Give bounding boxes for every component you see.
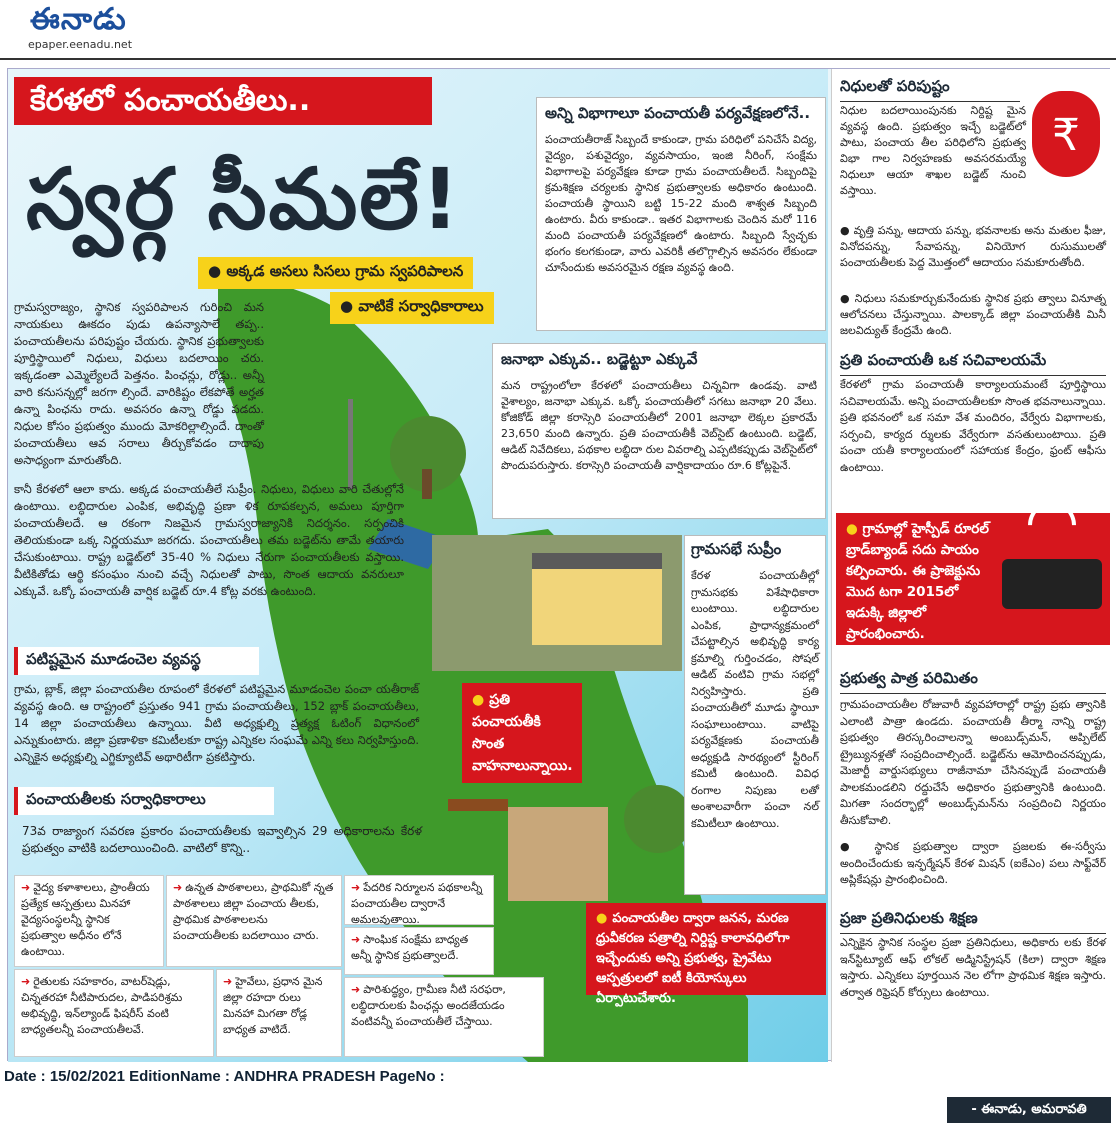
power-item: ➜ పేదరిక నిర్మూలన పథకాలన్నీ పంచాయతీల ద్వారానే అమలవుతాయి. (344, 875, 494, 925)
power-item-text: రైతులకు సహకారం, వాటర్‌షెడ్లు, చిన్నతరహా నీటిపారుదల, పాడిపరిశ్రమ అభివృద్ధి, ఇన్‌ల్యాండ్ ఫిషరీస్ వంటి బాధ్యతలన్నీ పంచాయతీలవే. (21, 975, 183, 1036)
money-bag-rupee-icon: ₹ (1032, 91, 1100, 177)
epaper-url[interactable]: epaper.eenadu.net (28, 38, 133, 51)
subhead-1-text: అక్కడ అసలు సిసలు గ్రామ స్వపరిపాలన (226, 262, 464, 280)
power-item-text: సాంఘిక సంక్షేమ బాధ్యత అన్నీ స్థానిక ప్రభుత్వాలదే. (351, 933, 469, 962)
eenadu-logo[interactable]: ఈనాడు (30, 2, 127, 37)
box-population-title: జనాభా ఎక్కువ.. బడ్జెట్టూ ఎక్కువే (501, 350, 698, 368)
power-item: ➜ ఉన్నత పాఠశాలలు, ప్రాథమికో న్నత పాఠశాలలు జిల్లా పంచాయ తీలకు, ప్రాథమిక పాఠశాలలను పంచాయతీలకు బదలాయిం చారు. (166, 875, 342, 967)
router-icon (1002, 559, 1102, 609)
section-heading-powers: పంచాయతీలకు సర్వాధికారాలు (14, 787, 274, 815)
tree-trunk (422, 469, 432, 499)
funds-text-1: నిధుల బదలాయింపునకు నిర్దిష్ట మైన వ్యవస్థ ఉంది. ప్రభుత్వం ఇచ్చే బడ్జెట్‌లో పాటు, పంచాయ తీల పరిధిలోని ప్రభుత్వ విభా గాల నిర్వహణకు అవసరమయ్యే నిధులూ ఆయా శాఖల బడ్జెట్ నుంచి వస్తాయి. (840, 104, 1026, 197)
subhead-2: ● వాటికే సర్వాధికారాలు (330, 292, 494, 324)
box-population (492, 343, 826, 519)
vehicles-callout: ● ప్రతి పంచాయతీకి సొంత వాహనాలున్నాయి. (462, 683, 582, 783)
building-shape (532, 565, 662, 645)
roof-shape (532, 553, 662, 569)
power-pole-icon (348, 399, 353, 489)
funds-text-2: ● వృత్తి పన్ను, ఆదాయ పన్ను, భవనాలకు అను మతుల ఫీజు, వినోదపన్ను, సేవాపన్ను, వినియోగ రుసుములతో పంచాయతీలకు పెద్ద మొత్తంలో ఆదాయం సమకూరుతోంది. (840, 224, 1106, 269)
power-item: ➜ హైవేలు, ప్రధాన మైన జిల్లా రహదా రులు మినహా మిగతా రోడ్ల బాధ్యత వాటిదే. (216, 969, 342, 1057)
power-item-text: వైద్య కళాశాలలు, ప్రాంతీయ ప్రత్యేక ఆస్పత్రులు మినహా వైద్యసంస్థలన్నీ స్థానిక ప్రభుత్వాల అధీనం లోనే ఉంటాయి. (21, 881, 150, 958)
box-supervision-text: పంచాయతీరాజ్ సిబ్బందే కాకుండా, గ్రామ పరిధిలో పనిచేసే విద్య, వైద్యం, పశువైద్యం, వ్యవసాయం, ఇంజి నీరింగ్, సంక్షేమ విభాగాలపై పర్యవేక్షణ కూడా గ్రామ పంచాయతీలదే. సిబ్బందిపై క్రమశిక్షణ చర్యలకు స్థానిక ప్రభుత్వాలకు అధికారం ఉంటుంది. పంచాయతీ స్థాయిని బట్టి 15-22 మంది శాశ్వత సిబ్బంది ఉంటారు. వీరు కాకుండా.. ఇతర విభాగాలకు చెందిన మరో 116 మంది పంచాయతీ పర్యవేక్షణలో ఉంటారు. సిబ్బంది స్వేచ్ఛకు భంగం కలగకుండా, వారు ఎవరికీ తలొగ్గాల్సిన అవసరం లేకుండా చూసేందుకు అవసరమైన రక్షణ వ్యవస్థ ఉంది. (545, 133, 817, 274)
panchayat-office-photo (432, 535, 682, 671)
secretariat-text: కేరళలో గ్రామ పంచాయతీ కార్యాలయమంటే పూర్తిస్థాయి సచివాలయమే. అన్ని పంచాయతీలకూ సొంత భవనాలున్నాయి. ప్రతి భవనంలో ఒక సమా వేశ మందిరం, వేర్వేరు విభాగాలకు, సర్పంచి, కార్యద ర్శులకు వేర్వేరుగా వసతులుంటాయి. ప్రతి పంచా యతీ కార్యాలయంలో సహాయక కేంద్రం, ఫ్రంట్ ఆఫీసు ఉంటాయి. (840, 378, 1106, 474)
broadband-callout: ● గ్రామాల్లో హైస్పీడ్ రూరల్ బ్రాడ్‌బ్యాండ్ సదు పాయం కల్పించారు. ఈ ప్రాజెక్టును మొద టగా 2015లో ఇడుక్కి జిల్లాలో ప్రారంభించారు. (836, 513, 1110, 645)
power-item-text: ఉన్నత పాఠశాలలు, ప్రాథమికో న్నత పాఠశాలలు జిల్లా పంచాయ తీలకు, ప్రాథమిక పాఠశాలలను పంచాయతీలకు బదలాయిం చారు. (173, 881, 334, 942)
tree-icon (624, 785, 692, 853)
govt-role-heading: ప్రభుత్వ పాత్ర పరిమితం (840, 669, 1106, 694)
funds-heading: నిధులతో పరిపుష్టం (840, 77, 1020, 102)
masthead (0, 0, 1116, 60)
body-paragraph-2: కానీ కేరళలో ఆలా కాదు. అక్కడ పంచాయతీలే సుప్రీం. నిధులు, విధులు వారి చేతుల్లోనే ఉంటాయి. లబ్ధిదారుల ఎంపిక, అభివృద్ధి ప్రణా ళిక రూపకల్పన, అమలు పూర్తిగా పంచాయతీలదే. ఆ రకంగా నిజమైన గ్రామస్వరాజ్యానికి నిదర్శనం. సర్పంచికి తెలియకుండా ఒక్క నిర్ణయమూ జరగదు. పంచాయతీలు తమ బడ్జెట్‌ను తామే తయారు చేసుకుంటాయి. రాష్ట్ర బడ్జెట్‌లో 35-40 % నిధులు నేరుగా పంచాయతీలకు వస్తాయి. వీటికితోడు ఆర్థి కసంఘం నుంచి వచ్చే నిధులతో పాటు, సొంత ఆదాయ వనరులూ ఎక్కువే. ఒక్కో పంచాయతీ వార్షిక బడ్జెట్ రూ.4 కోట్ల వరకు ఉంటుంది. (14, 482, 404, 598)
power-item-text: హైవేలు, ప్రధాన మైన జిల్లా రహదా రులు మినహా మిగతా రోడ్ల బాధ్యత వాటిదే. (223, 975, 323, 1036)
power-item-text: పేదరిక నిర్మూలన పథకాలన్నీ పంచాయతీల ద్వారానే అమలవుతాయి. (351, 881, 483, 926)
box-supervision (536, 97, 826, 331)
subhead-1: ● అక్కడ అసలు సిసలు గ్రామ స్వపరిపాలన (198, 257, 473, 289)
houseboat-icon (448, 799, 508, 811)
section-heading-three-tier: పటిష్టమైన మూడంచెల వ్యవస్థ (14, 647, 259, 675)
footer-edition-line: Date : 15/02/2021 EditionName : ANDHRA PRADESH PageNo : (4, 1068, 445, 1085)
subhead-2-text: వాటికే సర్వాధికారాలు (358, 297, 484, 315)
power-item: ➜ రైతులకు సహకారం, వాటర్‌షెడ్లు, చిన్నతరహా నీటిపారుదల, పాడిపరిశ్రమ అభివృద్ధి, ఇన్‌ల్యాండ్ ఫిషరీస్ వంటి బాధ్యతలన్నీ పంచాయతీలవే. (14, 969, 214, 1057)
govt-role-text-2: ● స్థానిక ప్రభుత్వాల ద్వారా ప్రజలకు ఈ-సర్వీసు అందించేందుకు ఇన్ఫర్మేషన్ కేరళ మిషన్ (ఐకేఎం) పలు సాఫ్ట్‌వేర్ అప్లికేషన్లు ప్రారంభించింది. (840, 840, 1106, 886)
masthead-divider (0, 58, 1116, 60)
intro-paragraph: గ్రామస్వరాజ్యం, స్థానిక స్వపరిపాలన గురించి మన నాయకులు ఊకదం పుడు ఉపన్యాసాలే తప్ప.. పంచాయతీలను పరిపుష్టం చేయరు. స్థానిక ప్రభుత్వాలకు పూర్తిస్థాయిలో నిధులు, విధులు బదలాయిం చరు. ఇక్కడంతా ఎమ్మెల్యేలదే పెత్తనం. పింఛన్లు, రోడ్లు.. అన్నీ వారి కనుసన్నల్లో జరగా ల్సిందే. వారికిష్టం లేకపోతే అర్హత ఉన్నా పింఛను రాదు. అవసరం ఉన్నా రోడ్డు పడదు. నిధుల కోసం ప్రభుత్వం ముందు మోకరిల్లాల్సిందే. దాంతో పంచాయతీలు ఆవ సరాలు తీర్చుకోవడం దాదాపు అసాధ్యంగా మారుతోంది. (14, 300, 264, 467)
box-gramasabha (684, 535, 826, 895)
box-gramasabha-text: కేరళ పంచాయతీల్లో గ్రామసభకు విశేషాధికారా లుంటాయి. లబ్ధిదారుల ఎంపిక, ప్రాధాన్యక్రమంలో చేపట్టాల్సిన అభివృద్ధి కార్య క్రమాల్ని గుర్తించడం, సోషల్ ఆడిట్ వంటివి గ్రామ సభల్లో నిర్వహిస్తారు. ప్రతి పంచాయతీలో మూడు స్థాయీ సంఘాలుంటాయి. వాటిపై పర్యవేక్షణకు పంచాయతీ అధ్యక్షుడి సారథ్యంలో స్టీరింగ్ కమిటీ ఉంటుంది. వివిధ రంగాల నిపుణు లతో అంశాలవారీగా పంచా నల్ కమిటీలూ ఉంటాయి. (691, 569, 819, 830)
right-sidebar (831, 69, 1112, 1062)
funds-text-3: ● నిధులు సమకూర్చుకునేందుకు స్థానిక ప్రభు త్వాలు వినూత్న ఆలోచనలు చేస్తున్నాయి. పాలక్కాడ్ జిల్లా పంచాయతీకి మినీ జలవిద్యుత్ కేంద్రమే ఉంది. (840, 292, 1106, 337)
power-item: ➜ వైద్య కళాశాలలు, ప్రాంతీయ ప్రత్యేక ఆస్పత్రులు మినహా వైద్యసంస్థలన్నీ స్థానిక ప్రభుత్వాల అధీనం లోనే ఉంటాయి. (14, 875, 164, 967)
kicker-banner: కేరళలో పంచాయతీలు.. (14, 77, 432, 125)
powers-intro: 73వ రాజ్యాంగ సవరణ ప్రకారం పంచాయతీలకు ఇవ్వాల్సిన 29 అధికారాలను కేరళ ప్రభుత్వం వాటికి బదలాయించింది. వాటిలో కొన్ని.. (22, 824, 422, 855)
headline: స్వర్గ సీమలే! (26, 150, 462, 248)
secretariat-heading: ప్రతి పంచాయతీ ఒక సచివాలయమే (840, 351, 1106, 376)
box-gramasabha-title: గ్రామసభే సుప్రీం (691, 540, 782, 558)
three-tier-paragraph: గ్రామ, బ్లాక్, జిల్లా పంచాయతీల రూపంలో కేరళలో పటిష్టమైన మూడంచెల పంచా యతీరాజ్ వ్యవస్థ ఉంది. ఆ రాష్ట్రంలో ప్రస్తుతం 941 గ్రామ పంచాయతీలు, 152 బ్లాక్ పంచాయతీలు, 14 జిల్లా పంచాయతీలు ఉన్నాయి. వీటి అధ్యక్షుల్ని ప్రత్యక్ష ఓటింగ్ విధానంలో ఎన్నుకుంటారు. జిల్లా ప్రణాళికా కమిటీలకూ రాష్ట్ర ఎన్నికల సంఘమే ఎన్ని కలు నిర్వహిస్తుంది. ఎన్నికైన అధ్యక్షుల్ని ఎగ్జిక్యూటివ్ అథారిటీగా ప్రకటిస్తారు. (14, 682, 419, 764)
funds-text-3-body: నిధులు సమకూర్చుకునేందుకు స్థానిక ప్రభు త్వాలు వినూత్న ఆలోచనలు చేస్తున్నాయి. పాలక్కాడ్ జిల్లా పంచాయతీకి మినీ జలవిద్యుత్ కేంద్రమే ఉంది. (840, 292, 1106, 337)
box-supervision-title: అన్ని విభాగాలూ పంచాయతీ పర్యవేక్షణలోనే.. (545, 104, 811, 122)
certificates-callout: ● పంచాయతీల ద్వారా జనన, మరణ ధ్రువీకరణ పత్రాల్ని నిర్దిష్ట కాలావధిలోగా ఇచ్చేందుకు అన్ని ప్రభుత్వ, ప్రైవేటు ఆస్పత్రులలో ఐటీ కియోస్కులు ఏర్పాటుచేశారు. (586, 903, 826, 995)
training-text: ఎన్నికైన స్థానిక సంస్థల ప్రజా ప్రతినిధులు, అధికారు లకు కేరళ ఇన్‌స్టిట్యూట్ ఆఫ్ లోకల్ అడ్మినిస్ట్రేషన్ (కిలా) ద్వారా శిక్షణ ఇస్తారు. ఎన్నికలు పూర్తయిన నెల లోగా ప్రాథమిక శిక్షణ ఇస్తారు. తర్వాత రిఫ్రెషర్ కోర్సులు ఉంటాయి. (840, 936, 1106, 999)
power-item: ➜ పారిశుద్ధ్యం, గ్రామీణ నీటి సరఫరా, లబ్ధిదారులకు పింఛన్లు అందజేయడం వంటివన్నీ పంచాయతీలే చేస్తాయి. (344, 977, 544, 1057)
funds-text-2-body: వృత్తి పన్ను, ఆదాయ పన్ను, భవనాలకు అను మతుల ఫీజు, వినోదపన్ను, సేవాపన్ను, వినియోగ రుసుములతో పంచాయతీలకు పెద్ద మొత్తంలో ఆదాయం సమకూరుతోంది. (840, 224, 1106, 269)
credit-byline: - ఈనాడు, అమరావతి (947, 1097, 1111, 1123)
training-heading: ప్రజా ప్రతినిధులకు శిక్షణ (840, 909, 1106, 934)
broadband-text: గ్రామాల్లో హైస్పీడ్ రూరల్ బ్రాడ్‌బ్యాండ్ సదు పాయం కల్పించారు. ఈ ప్రాజెక్టును మొద టగా 2015లో ఇడుక్కి జిల్లాలో ప్రారంభించారు. (846, 521, 989, 642)
box-population-text: మన రాష్ట్రంలోలా కేరళలో పంచాయతీలు చిన్నవిగా ఉండవు. వాటి వైశాల్యం, జనాభా ఎక్కువ. ఒక్కో పంచాయతీలో సగటు జనాభా 20 వేలు. కోజికోడ్ జిల్లా కరాస్సెరి పంచాయతీలో 2001 జనాభా లెక్కల ప్రకారమే 23,650 మంది ఉన్నారు. ప్రతి పంచాయతీకీ వెబ్‌సైట్ ఉంటుంది. బడ్జెట్, ఆడిట్ నివేదికలు, పథకాల లబ్ధిదా రుల వివరాల్ని ఎప్పటికప్పుడు వెబ్‌సైట్‌లో పొందుపరుస్తారు. కరాస్సెరి పంచాయతీ వార్షికాదాయం రూ.6 కోట్లపైనే. (501, 379, 817, 472)
power-item: ➜ సాంఘిక సంక్షేమ బాధ్యత అన్నీ స్థానిక ప్రభుత్వాలదే. (344, 927, 494, 975)
govt-role-text-2-body: స్థానిక ప్రభుత్వాల ద్వారా ప్రజలకు ఈ-సర్వీసు అందించేందుకు ఇన్ఫర్మేషన్ కేరళ మిషన్ (ఐకేఎం) పలు సాఫ్ట్‌వేర్ అప్లికేషన్లు ప్రారంభించింది. (840, 840, 1106, 886)
power-item-text: పారిశుద్ధ్యం, గ్రామీణ నీటి సరఫరా, లబ్ధిదారులకు పింఛన్లు అందజేయడం వంటివన్నీ పంచాయతీలే చేస్తాయి. (351, 983, 506, 1028)
women-workers-photo (508, 807, 608, 901)
govt-role-text-1: గ్రామపంచాయతీల రోజువారీ వ్యవహారాల్లో రాష్ట్ర ప్రభు త్వానికి ఎలాంటి పాత్రా ఉండదు. పంచాయతీ తీర్మా నాన్ని రాష్ట్ర ప్రభుత్వం తిరస్కరించాలన్నా అంబుడ్స్‌మన్, అప్పిలేట్ ట్రైబ్యునళ్లతో సంప్రదించాల్సిందే. బడ్జెట్‌ను ఆమోదించనప్పుడు, మెజార్టీ వార్డుసభ్యులు రాజీనామా చేసినప్పుడే పంచాయతీ పాలకమండలిని రద్దుచేసే అధికారం ప్రభుత్వానికి ఉంటుంది. మిగతా సందర్భాల్లో అంబుడ్స్‌మన్‌ను సంప్రదించి నిర్ణయం తీసుకోవాలి. (840, 698, 1106, 827)
